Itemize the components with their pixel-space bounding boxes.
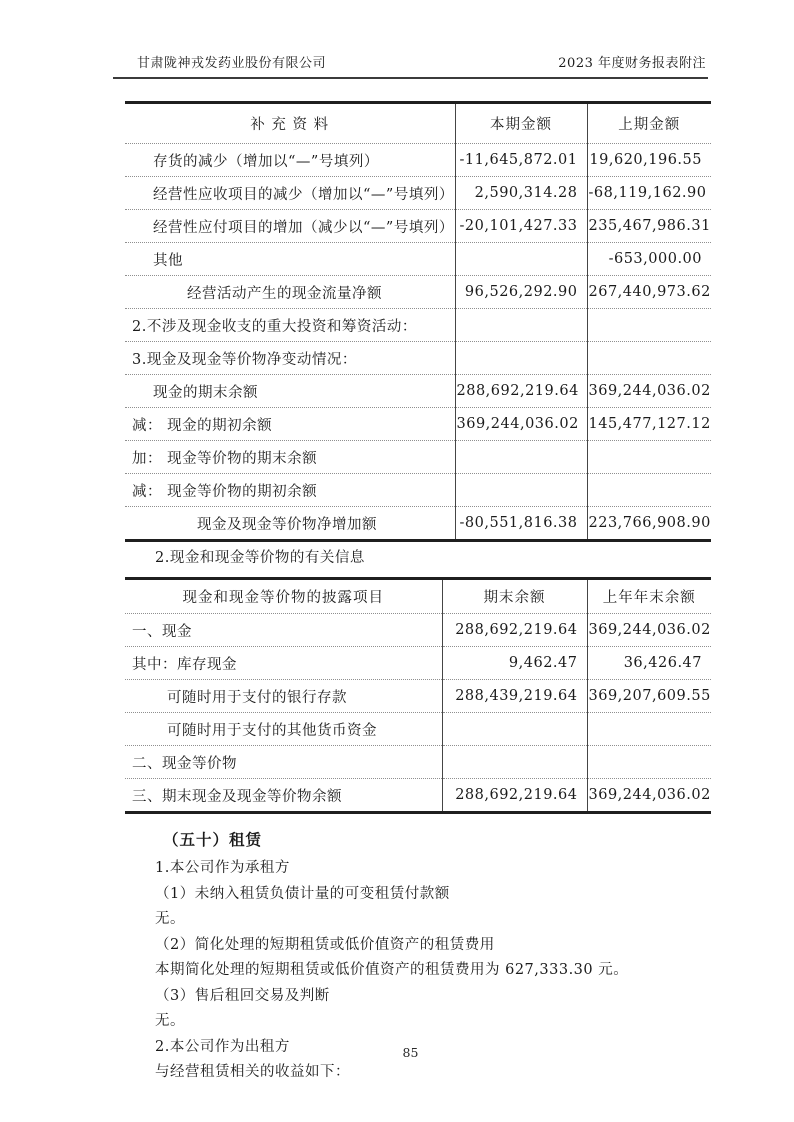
amount-prior-period: 369,244,036.02 xyxy=(587,779,711,813)
amount-prior-period xyxy=(587,342,711,375)
amount-current-period xyxy=(442,746,587,779)
table-row xyxy=(125,309,711,342)
table-row xyxy=(125,713,711,746)
amount-prior-period: 267,440,973.62 xyxy=(587,276,711,309)
lease-paragraph: （1）未纳入租赁负债计量的可变租赁付款额 xyxy=(155,885,450,902)
table2-header-0: 现金和现金等价物的披露项目 xyxy=(182,590,384,606)
table-row xyxy=(125,144,711,177)
row-label: 经营性应付项目的增加（减少以“—”号填列） xyxy=(125,210,455,243)
amount-current-period xyxy=(455,243,587,276)
table-row xyxy=(125,507,711,541)
row-label: 存货的减少（增加以“—”号填列） xyxy=(125,144,455,177)
cash-info-note-title: 2.现金和现金等价物的有关信息 xyxy=(155,550,365,566)
row-label: 可随时用于支付的其他货币资金 xyxy=(125,713,442,746)
amount-current-period: 9,462.47 xyxy=(442,647,587,680)
amount-prior-period: 369,244,036.02 xyxy=(587,614,711,647)
amount-prior-period: -653,000.00 xyxy=(587,243,711,276)
amount-current-period xyxy=(455,342,587,375)
table-row xyxy=(125,647,711,680)
amount-prior-period: 235,467,986.31 xyxy=(587,210,711,243)
row-label: 减： 现金等价物的期初余额 xyxy=(125,474,455,507)
table-row xyxy=(125,408,711,441)
amount-prior-period: 19,620,196.55 xyxy=(587,144,711,177)
amount-current-period xyxy=(455,441,587,474)
lease-section-heading: （五十）租赁 xyxy=(163,830,263,849)
amount-prior-period: 369,244,036.02 xyxy=(587,375,711,408)
table-row xyxy=(125,342,711,375)
row-label: 现金的期末余额 xyxy=(125,375,455,408)
lease-paragraph: （3）售后租回交易及判断 xyxy=(155,987,330,1004)
row-label: 3.现金及现金等价物净变动情况： xyxy=(125,342,455,375)
table-header-row xyxy=(125,103,711,144)
row-label: 其中：库存现金 xyxy=(125,647,442,680)
amount-prior-period: 36,426.47 xyxy=(587,647,711,680)
row-label: 2.不涉及现金收支的重大投资和筹资活动： xyxy=(125,309,455,342)
lease-paragraph: 1.本公司作为承租方 xyxy=(155,860,290,876)
report-title: 2023 年度财务报表附注 xyxy=(558,56,706,71)
table-row xyxy=(125,614,711,647)
lease-paragraph: （2）简化处理的短期租赁或低价值资产的租赁费用 xyxy=(155,936,495,953)
table2-header-2: 上年年末余额 xyxy=(587,579,711,614)
table-row xyxy=(125,177,711,210)
table-row xyxy=(125,276,711,309)
page-number: 85 xyxy=(402,1045,419,1060)
lease-paragraph: 无。 xyxy=(155,911,185,927)
cash-disclosure-table xyxy=(125,577,711,814)
row-label: 三、期末现金及现金等价物余额 xyxy=(125,779,442,813)
table1-header-2: 上期金额 xyxy=(587,103,711,144)
amount-prior-period: -68,119,162.90 xyxy=(587,177,711,210)
lease-paragraph: 与经营租赁相关的收益如下： xyxy=(155,1064,350,1080)
amount-current-period: -80,551,816.38 xyxy=(455,507,587,541)
amount-current-period xyxy=(455,474,587,507)
table-row xyxy=(125,746,711,779)
row-label: 其他 xyxy=(125,243,455,276)
amount-current-period: 96,526,292.90 xyxy=(455,276,587,309)
amount-prior-period xyxy=(587,713,711,746)
table-row xyxy=(125,779,711,813)
amount-current-period xyxy=(442,713,587,746)
amount-prior-period xyxy=(587,309,711,342)
lease-paragraph: 本期简化处理的短期租赁或低价值资产的租赁费用为 627,333.30 元。 xyxy=(155,962,629,978)
table-row xyxy=(125,680,711,713)
amount-prior-period: 369,207,609.55 xyxy=(587,680,711,713)
company-name: 甘肃陇神戎发药业股份有限公司 xyxy=(137,56,327,71)
table-row xyxy=(125,210,711,243)
amount-prior-period xyxy=(587,441,711,474)
amount-current-period: -20,101,427.33 xyxy=(455,210,587,243)
amount-current-period: 288,692,219.64 xyxy=(455,375,587,408)
table-row xyxy=(125,375,711,408)
row-label: 现金及现金等价物净增加额 xyxy=(125,507,455,541)
amount-prior-period: 223,766,908.90 xyxy=(587,507,711,541)
row-label: 可随时用于支付的银行存款 xyxy=(125,680,442,713)
amount-current-period: -11,645,872.01 xyxy=(455,144,587,177)
table-row xyxy=(125,243,711,276)
row-label: 二、现金等价物 xyxy=(125,746,442,779)
row-label: 经营性应收项目的减少（增加以“—”号填列） xyxy=(125,177,455,210)
amount-prior-period: 145,477,127.12 xyxy=(587,408,711,441)
row-label: 一、现金 xyxy=(125,614,442,647)
amount-current-period: 288,439,219.64 xyxy=(442,680,587,713)
table-row xyxy=(125,474,711,507)
amount-current-period xyxy=(455,309,587,342)
amount-current-period: 288,692,219.64 xyxy=(442,779,587,813)
row-label: 经营活动产生的现金流量净额 xyxy=(125,276,455,309)
amount-prior-period xyxy=(587,474,711,507)
amount-current-period: 2,590,314.28 xyxy=(455,177,587,210)
page-content xyxy=(113,0,711,1086)
amount-prior-period xyxy=(587,746,711,779)
table2-header-1: 期末余额 xyxy=(442,579,587,614)
amount-current-period: 288,692,219.64 xyxy=(442,614,587,647)
supplementary-info-table xyxy=(125,101,711,542)
document-header xyxy=(113,0,708,79)
amount-current-period: 369,244,036.02 xyxy=(455,408,587,441)
lease-paragraph: 无。 xyxy=(155,1013,185,1029)
table-row xyxy=(125,441,711,474)
table-header-row xyxy=(125,579,711,614)
table1-header-0: 补 充 资 料 xyxy=(250,117,330,133)
row-label: 减： 现金的期初余额 xyxy=(125,408,455,441)
row-label: 加： 现金等价物的期末余额 xyxy=(125,441,455,474)
lease-paragraph: 2.本公司作为出租方 xyxy=(155,1038,290,1055)
table1-header-1: 本期金额 xyxy=(455,103,587,144)
